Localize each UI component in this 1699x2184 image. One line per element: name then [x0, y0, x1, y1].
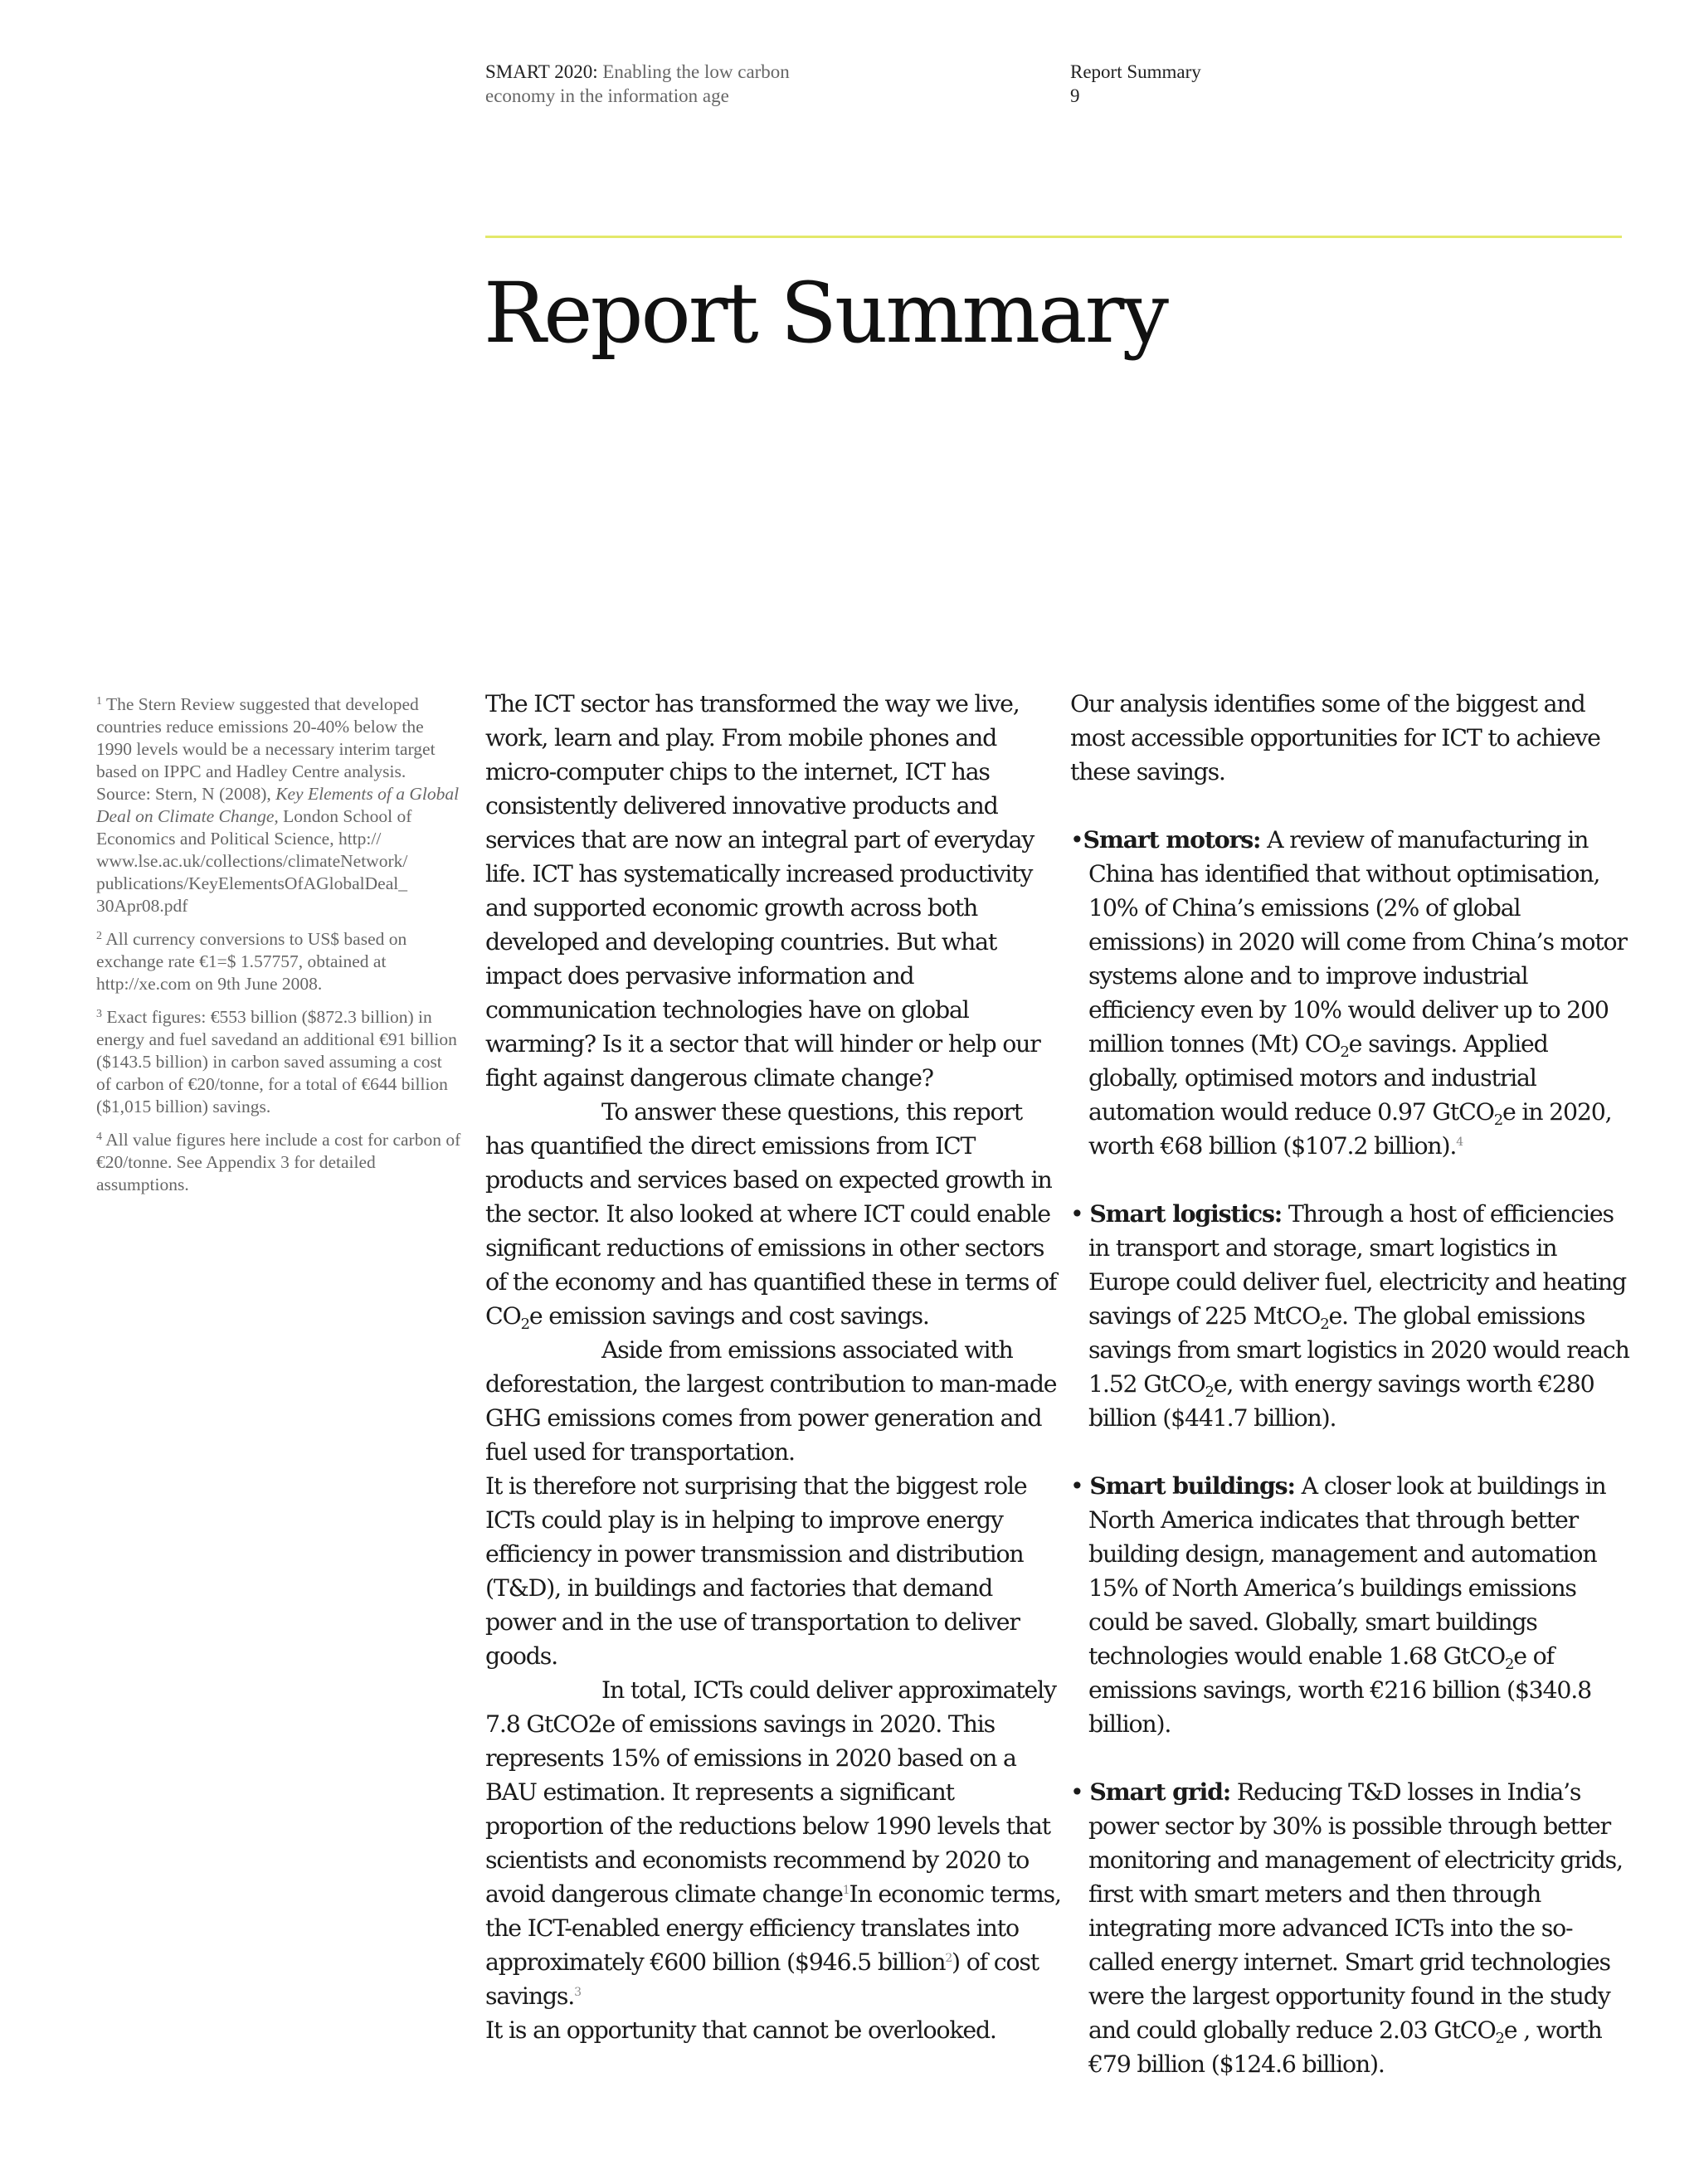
footnotes: [96, 693, 461, 1207]
paragraph-intro: The ICT sector has transformed the way we live, work, learn and play. From mobile phones and micro-computer chips to the internet, ICT has consistently delivered innovative products and services that are now an integral part of everyday life. ICT has systematically increased productivity and supported economic growth across both developed and developing countries. But what impact does pervasive information and communication technologies have on global warming? Is it a sector that will hinder or help our fight against dangerous climate change?: [485, 690, 1040, 1092]
footnote-3: [96, 1006, 461, 1118]
co2-subscript: 2: [1495, 2030, 1504, 2047]
title-rule: [485, 236, 1622, 238]
header-report-name: SMART 2020:: [485, 61, 598, 82]
bullet-heading: Smart logistics:: [1089, 1199, 1283, 1228]
paragraph-total: [485, 1673, 1066, 2013]
footnote-text: London School of Economics and Political Science, http:// www.lse.ac.uk/collections/climateNetwork/ publications/KeyElementsOfAGlobalDeal_ 30Apr08.pdf: [96, 806, 412, 916]
bullet-marker: •: [1070, 1200, 1083, 1228]
footnote-1: [96, 693, 461, 917]
footnote-4: [96, 1129, 461, 1196]
paragraph-role: It is therefore not surprising that the biggest role ICTs could play is in helping to improve energy efficiency in power transmission and distribution (T&D), in buildings and factories that demand power and in the use of transportation to deliver goods.: [485, 1472, 1027, 1670]
paragraph-method: [485, 1095, 1066, 1333]
footnote-text: All currency conversions to US$ based on exchange rate €1=$ 1.57757, obtained at http://xe.com on 9th June 2008.: [96, 929, 407, 994]
paragraph-analysis: Our analysis identifies some of the biggest and most accessible opportunities for ICT to achieve these savings.: [1070, 690, 1600, 786]
bullet-text: e , worth €79 billion ($124.6 billion).: [1088, 2016, 1602, 2078]
bullet-smart-logistics: [1070, 1197, 1634, 1435]
body-column-left: [485, 687, 1066, 2047]
paragraph-text: To answer these questions, this report has quantified the direct emissions from ICT products and services based on expected growth in the sector. It also looked at where ICT could enable significant reductions of emissions in other sectors of the economy and has quantified these in terms of CO: [485, 1098, 1057, 1330]
footnote-text: The Stern Review suggested that developed countries reduce emissions 20-40% below the 1990 levels would be a necessary interim target based on IPPC and Hadley Centre analysis. Source: Stern, N (2008),: [96, 694, 436, 804]
footnote-ref: 2: [945, 1952, 952, 1965]
header-subtitle: Enabling the low carbon: [602, 61, 790, 82]
footnote-number: 1: [96, 695, 102, 708]
bullet-text: Reducing T&D losses in India’s power sector by 30% is possible through better monitoring and management of electricity grids, first with smart meters and then through integrating more advanced ICTs into the so-called energy internet. Smart grid technologies were the largest opportunity found in the study and could globally reduce 2.03 GtCO: [1088, 1778, 1623, 2044]
co2-subscript: 2: [1205, 1384, 1214, 1401]
paragraph-text: In economic terms, the ICT-enabled energy efficiency translates into approximately €600 billion ($946.5 billion: [485, 1880, 1061, 1976]
footnote-number: 2: [96, 930, 102, 942]
bullet-text: Through a host of efficiencies in transport and storage, smart logistics in Europe could deliver fuel, electricity and heating savings of 225 MtCO: [1088, 1200, 1626, 1330]
body-column-right: [1070, 687, 1634, 2081]
bullet-text: A closer look at buildings in North America indicates that through better building design, management and automation 15% of North America’s buildings emissions could be saved. Globally, smart buildings technologies would enable 1.68 GtCO: [1088, 1472, 1606, 1670]
paragraph-text: e emission savings and cost savings.: [528, 1302, 929, 1330]
bullet-text: e in 2020, worth €68 billion ($107.2 billion).: [1088, 1098, 1612, 1160]
footnote-number: 3: [96, 1008, 102, 1020]
bullet-heading: Smart buildings:: [1089, 1471, 1295, 1500]
bullet-heading: Smart motors:: [1083, 825, 1261, 854]
bullet-marker: •: [1070, 826, 1083, 854]
co2-subscript: 2: [520, 1316, 529, 1333]
running-header-title: [485, 60, 917, 108]
bullet-marker: •: [1070, 1778, 1083, 1806]
page-number: 9: [1070, 85, 1080, 106]
co2-subscript: 2: [1493, 1111, 1502, 1129]
paragraph-sources: Aside from emissions associated with deforestation, the largest contribution to man-made GHG emissions comes from power generation and fuel used for transportation.: [485, 1336, 1057, 1466]
running-header-section: [1070, 60, 1319, 108]
footnote-text: Exact figures: €553 billion ($872.3 billion) in energy and fuel savedand an additional €91 billion ($143.5 billion) in carbon saved assuming a cost of carbon of €20/tonne, for a total of €644 billion ($1,015 billion) savings.: [96, 1007, 457, 1116]
bullet-text: e, with energy savings worth €280 billion ($441.7 billion).: [1088, 1370, 1594, 1432]
co2-subscript: 2: [1340, 1043, 1349, 1061]
co2-subscript: 2: [1504, 1656, 1514, 1673]
footnote-text: All value figures here include a cost for carbon of €20/tonne. See Appendix 3 for detailed assumptions.: [96, 1130, 461, 1194]
footnote-ref: 4: [1456, 1136, 1463, 1149]
footnote-ref: 1: [842, 1884, 850, 1897]
header-section-name: Report Summary: [1070, 61, 1201, 82]
page-title: Report Summary: [484, 265, 1166, 362]
bullet-smart-motors: [1070, 823, 1634, 1163]
bullet-text: e. The global emissions savings from smart logistics in 2020 would reach 1.52 GtCO: [1088, 1302, 1629, 1398]
paragraph-text: In total, ICTs could deliver approximately 7.8 GtCO2e of emissions savings in 2020. This represents 15% of emissions in 2020 based on a BAU estimation. It represents a significant proportion of the reductions below 1990 levels that scientists and economists recommend by 2020 to avoid dangerous climate change: [485, 1676, 1056, 1908]
bullet-text: e of emissions savings, worth €216 billion ($340.8 billion).: [1088, 1642, 1591, 1738]
paragraph-closing: It is an opportunity that cannot be overlooked.: [485, 2016, 996, 2044]
bullet-smart-buildings: [1070, 1469, 1634, 1741]
co2-subscript: 2: [1320, 1316, 1329, 1333]
bullet-text: e savings. Applied globally, optimised motors and industrial automation would reduce 0.97 GtCO: [1088, 1030, 1548, 1126]
footnote-number: 4: [96, 1131, 102, 1143]
header-subtitle-line2: economy in the information age: [485, 85, 729, 106]
bullet-text: A review of manufacturing in China has identified that without optimisation, 10% of China’s emissions (2% of global emissions) in 2020 will come from China’s motor systems alone and to improve industrial efficiency even by 10% would deliver up to 200 million tonnes (Mt) CO: [1088, 826, 1627, 1058]
footnote-citation-title: Key Elements of a Global Deal on Climate Change,: [96, 784, 460, 826]
bullet-smart-grid: [1070, 1775, 1634, 2081]
paragraph-text: ) of cost savings.: [485, 1948, 1039, 2010]
footnote-2: [96, 928, 461, 995]
footnote-ref: 3: [574, 1986, 581, 1999]
bullet-marker: •: [1070, 1472, 1083, 1500]
bullet-heading: Smart grid:: [1089, 1778, 1230, 1806]
